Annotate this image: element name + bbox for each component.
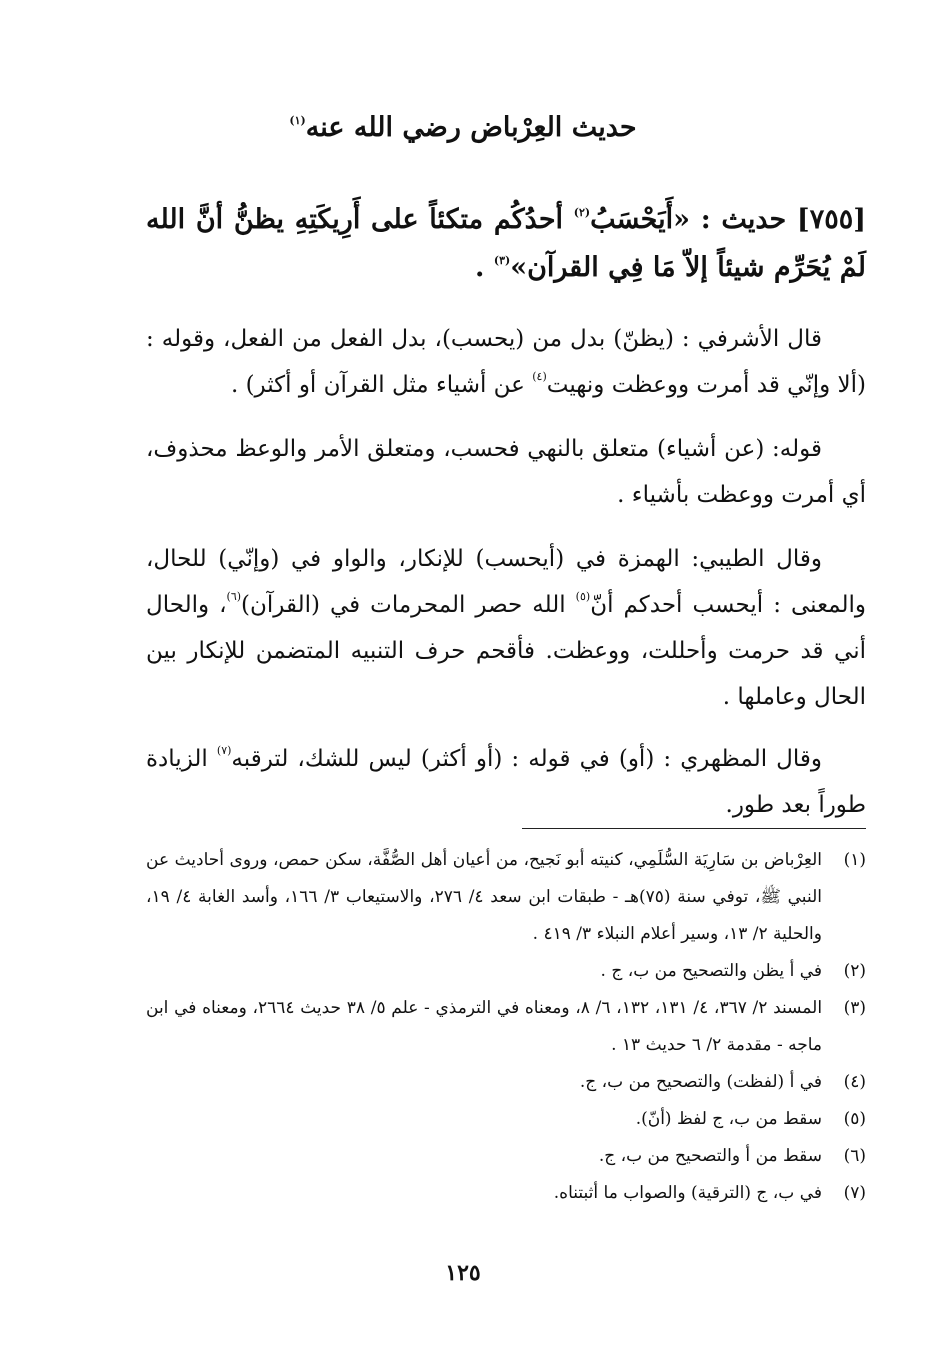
paragraph-tibi-part-2: الله حصر المحرمات في (القرآن) <box>241 592 566 618</box>
footnote-1 <box>146 842 866 953</box>
footnote-number: (٣) <box>843 998 866 1018</box>
paragraph-ashrafi-part-1: قال الأشرفي : (يظنّ) بدل من (يحسب)، بدل الفعل من الفعل، وقوله : (ألا وإنّي قد أمرت ووعظت ونهيت <box>146 326 866 398</box>
hadith-footnote-marker-3: (٣) <box>493 254 511 267</box>
paragraph-tibi-part-3: ، والحال أني قد حرمت وأحللت، ووعظت. فأقحم حرف التنبيه المتضمن للإنكار بين الحال وعاملها . <box>146 592 866 710</box>
hadith-end: . <box>475 252 485 283</box>
paragraph-tibi <box>146 536 866 720</box>
footnote-2 <box>146 953 866 990</box>
footnote-number: (٥) <box>843 1109 866 1129</box>
footnote-6 <box>146 1138 866 1175</box>
paragraph-tibi-part-1: وقال الطيبي: الهمزة في (أيحسب) للإنكار، والواو في (وإنّي) للحال، والمعنى : أيحسب أحدكم أنّ <box>146 546 866 618</box>
hadith-part-2: أحدُكُم متكئاً على أَرِيكَتِهِ يظنُّ أنَّ الله لَمْ يُحَرِّم شيئاً إلاّ مَا فِي القرآن» <box>146 204 866 283</box>
paragraph-mazhari-part-1: وقال المظهري : (أو) في قوله : (أو أكثر) ليس للشك، لترقبه <box>231 746 823 772</box>
hadith-part-1: «أَيَحْسَبُ <box>590 204 690 235</box>
footnote-7 <box>146 1175 866 1212</box>
paragraph-mazhari-part-2: الزيادة طوراً بعد طور. <box>146 746 866 818</box>
footnote-text: سقط من أ والتصحيح من ب، ج. <box>598 1146 822 1166</box>
heading-footnote-marker: (١) <box>289 114 306 127</box>
paragraph-mazhari <box>146 736 866 828</box>
hadith-text <box>146 196 866 292</box>
footnote-number: (٤) <box>843 1072 866 1092</box>
heading-text: حديث العِرْباض رضي الله عنه <box>305 112 637 143</box>
paragraph-footnote-marker-7: (٧) <box>216 744 232 757</box>
hadith-label: حديث : <box>700 204 787 235</box>
footnote-text: العِرْباض بن سَارِيَة السُّلَمِي، كنيته أبو نَجيح، من أعيان أهل الصُّفَّة، سكن حمص، وروى أحاديث عن النبي ﷺ، توفي سنة (٧٥)هـ - طبقات ابن سعد ٤/ ٢٧٦، والاستيعاب ٣/ ١٦٦، وأسد الغابة ٤/ ١٩، والحلية ٢/ ١٣، وسير أعلام النبلاء ٣/ ٤١٩ . <box>146 850 822 944</box>
footnote-text: سقط من ب، ج لفظ (أنّ). <box>635 1109 822 1129</box>
footnotes <box>146 842 866 1212</box>
footnote-5 <box>146 1101 866 1138</box>
footnote-text: المسند ٢/ ٣٦٧، ٤/ ١٣١، ١٣٢، ٦/ ٨، ومعناه في الترمذي - علم ٥/ ٣٨ حديث ٢٦٦٤، ومعناه في ابن ماجه - مقدمة ٢/ ٦ حديث ١٣ . <box>146 998 823 1055</box>
footnote-number: (٢) <box>843 961 866 981</box>
footnote-3 <box>146 990 866 1064</box>
footnote-4 <box>146 1064 866 1101</box>
footnote-text: في أ يظن والتصحيح من ب، ج . <box>600 961 822 981</box>
footnote-text: في ب، ج (الترقية) والصواب ما أثبتناه. <box>553 1183 822 1203</box>
paragraph-ashrafi-part-2: عن أشياء مثل القرآن أو أكثر) . <box>230 372 525 398</box>
page-number: ١٢٥ <box>445 1260 481 1286</box>
paragraph-ashrafi <box>146 316 866 408</box>
paragraph-footnote-marker-6: (٦) <box>226 590 242 603</box>
footnote-divider <box>522 828 866 829</box>
hadith-footnote-marker-2: (٢) <box>573 206 591 219</box>
footnote-number: (٦) <box>843 1146 866 1166</box>
paragraph-footnote-marker-4: (٤) <box>532 370 547 383</box>
footnote-text: في أ (لفظت) والتصحيح من ب، ج. <box>579 1072 822 1092</box>
paragraph-footnote-marker-5: (٥) <box>575 590 591 603</box>
paragraph-commentary <box>146 426 866 518</box>
footnote-number: (٧) <box>843 1183 866 1203</box>
hadith-number: [٧٥٥] <box>796 204 866 235</box>
chapter-heading <box>0 108 926 148</box>
paragraph-commentary-text: قوله: (عن أشياء) متعلق بالنهي فحسب، ومتعلق الأمر والوعظ محذوف، أي أمرت ووعظت بأشياء . <box>146 436 866 508</box>
footnote-number: (١) <box>843 850 866 870</box>
